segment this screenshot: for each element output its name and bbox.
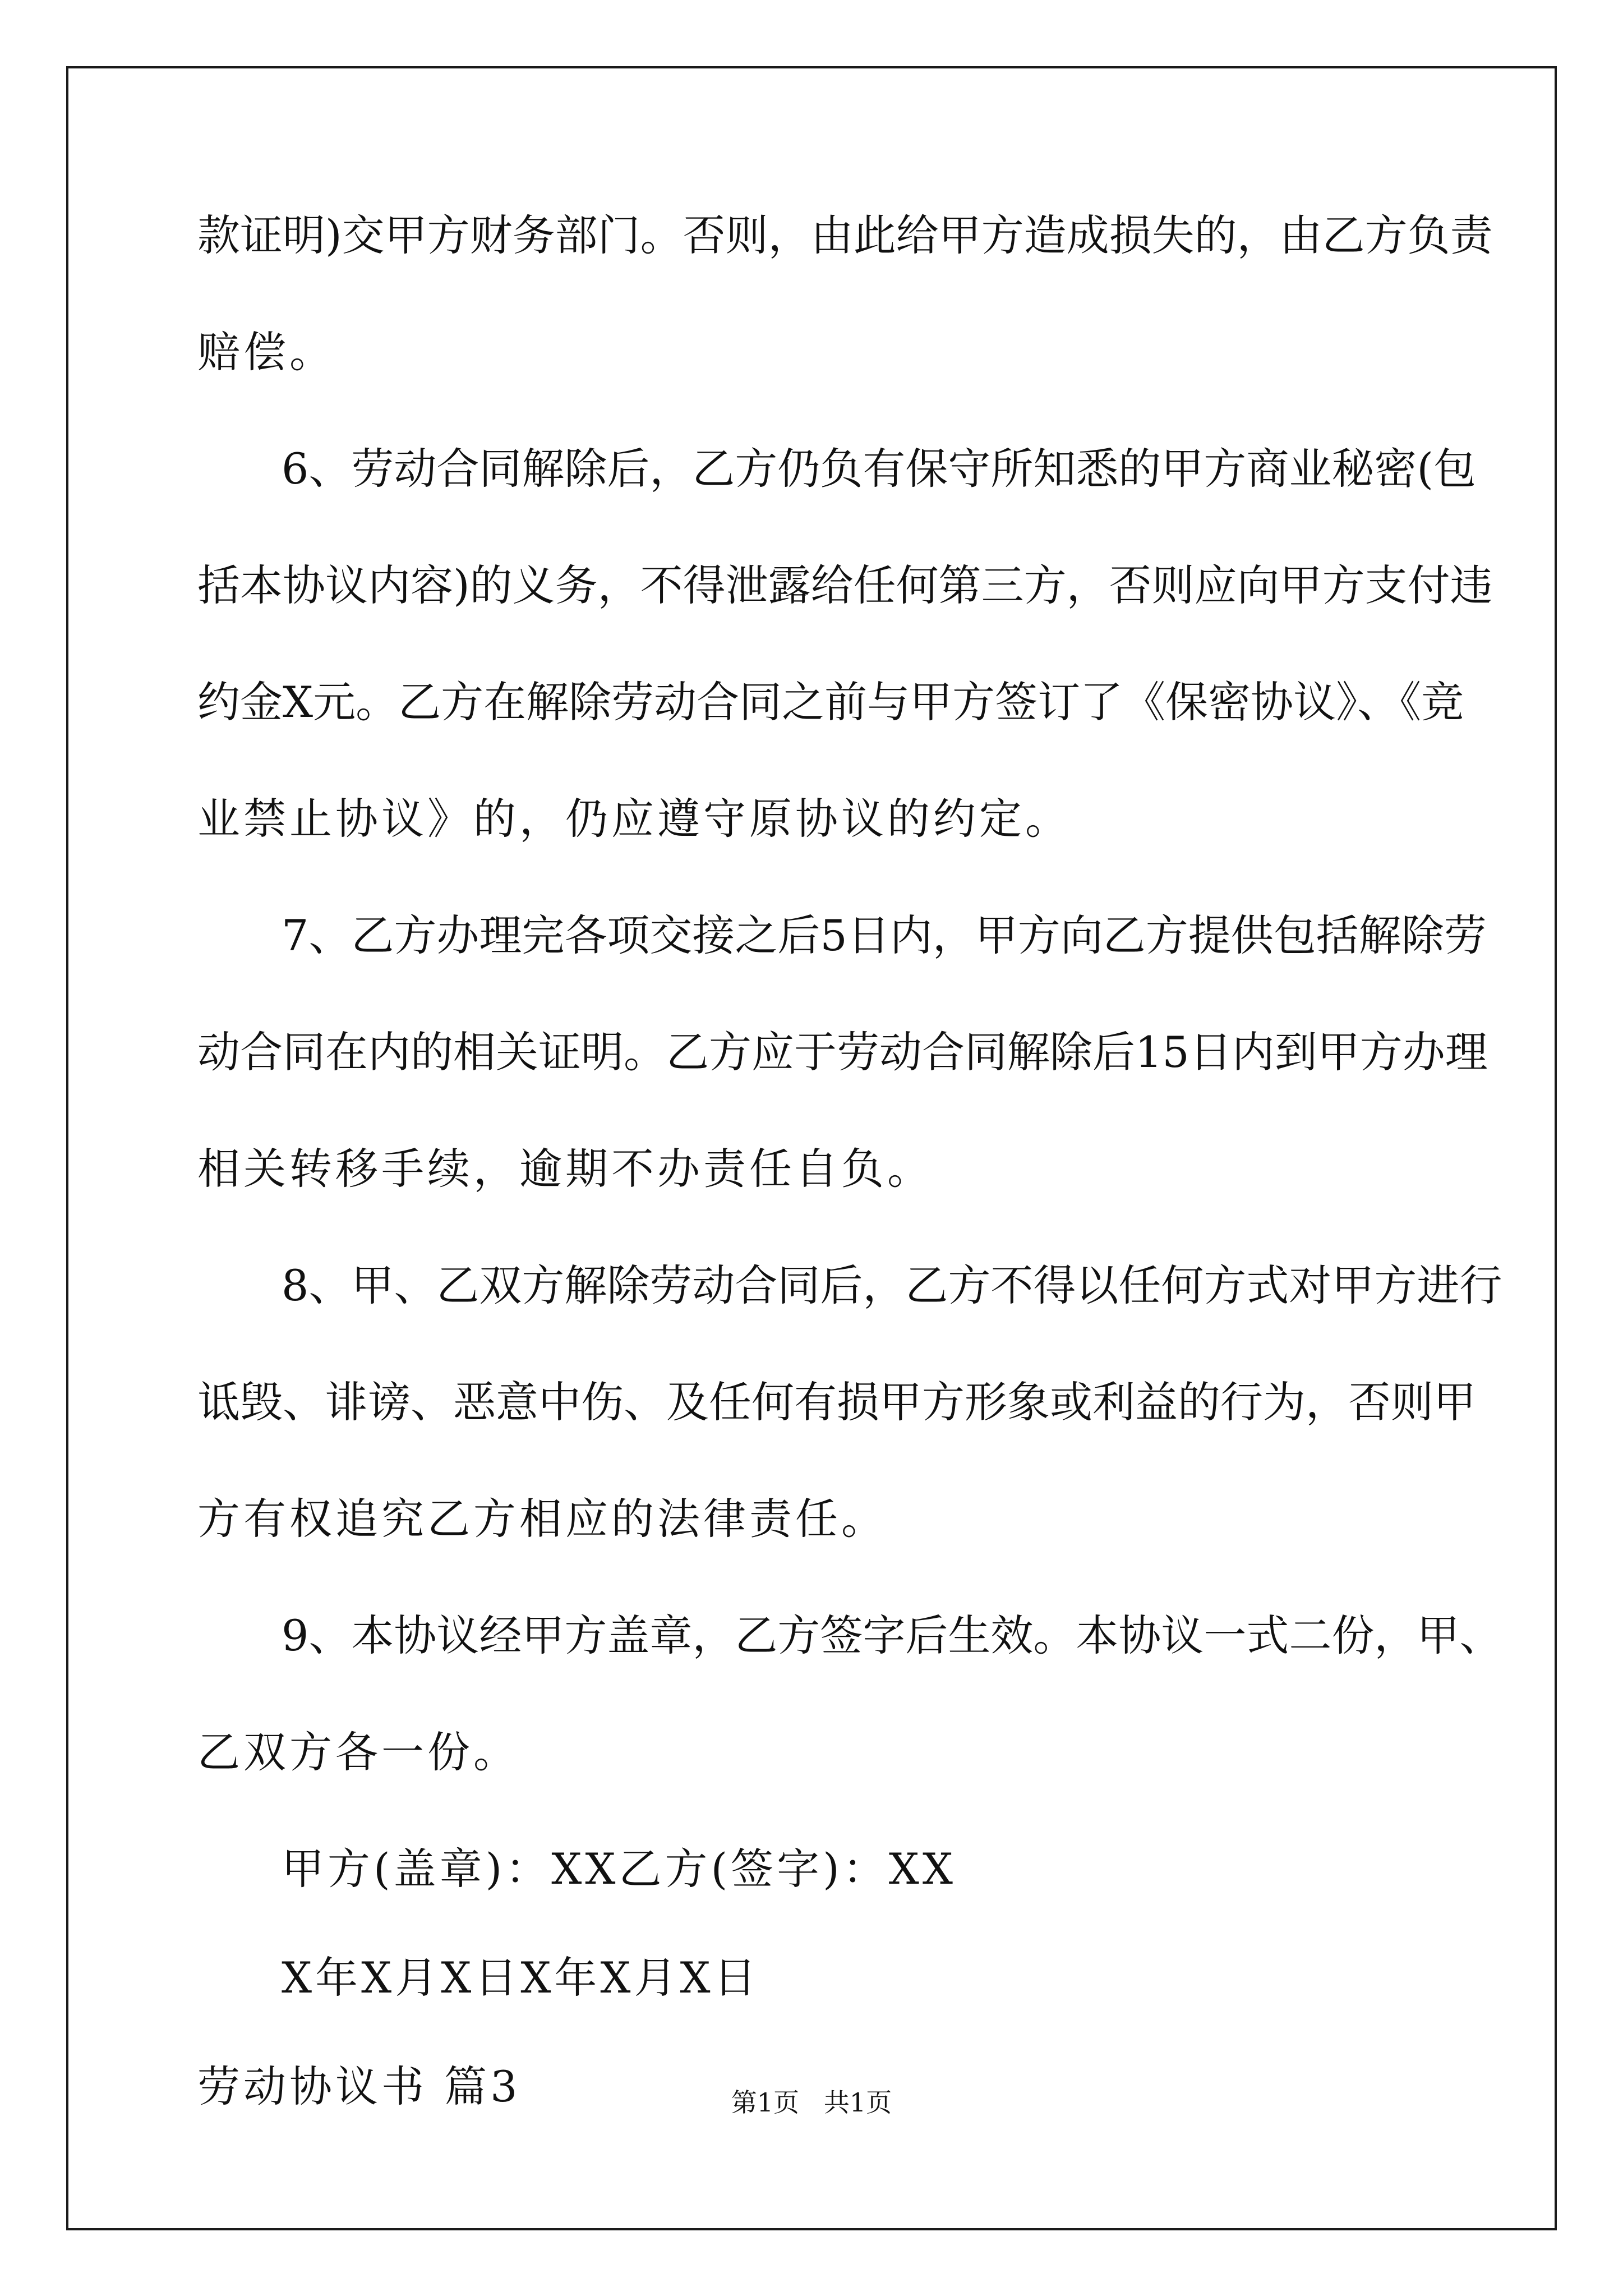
clause-8-line-2: 诋毁、诽谤、恶意中伤、及任何有损甲方形象或利益的行为，否则甲 <box>197 1377 1476 1427</box>
clause-7-line-2: 动合同在内的相关证明。乙方应于劳动合同解除后15日内到甲方办理 <box>197 1027 1488 1077</box>
clause-6-line-1: 6、劳动合同解除后，乙方仍负有保守所知悉的甲方商业秘密(包 <box>282 444 1477 494</box>
text-line-2: 赔偿。 <box>197 327 335 377</box>
clause-9-line-1: 9、本协议经甲方盖章，乙方签字后生效。本协议一式二份，甲、 <box>282 1611 1502 1660</box>
clause-7-line-3: 相关转移手续，逾期不办责任自负。 <box>197 1144 933 1194</box>
clause-6-line-4: 业禁止协议》的，仍应遵守原协议的约定。 <box>197 794 1071 844</box>
clause-6-line-2: 括本协议内容)的义务，不得泄露给任何第三方，否则应向甲方支付违 <box>197 560 1493 610</box>
clause-8-line-1: 8、甲、乙双方解除劳动合同后，乙方不得以任何方式对甲方进行 <box>282 1260 1502 1310</box>
signature-parties-line: 甲方(盖章)：XX乙方(签字)：XX <box>282 1844 957 1894</box>
clause-6-line-3: 约金X元。乙方在解除劳动合同之前与甲方签订了《保密协议》、《竞 <box>197 677 1464 727</box>
clause-7-line-1: 7、乙方办理完各项交接之后5日内，甲方向乙方提供包括解除劳 <box>282 910 1487 960</box>
page-footer <box>0 2086 1623 2119</box>
clause-9-line-2: 乙双方各一份。 <box>197 1727 519 1777</box>
clause-8-line-3: 方有权追究乙方相应的法律责任。 <box>197 1494 887 1544</box>
page-number: 第1页 共1页 <box>731 2087 892 2118</box>
section-heading: 劳动协议书 篇3 <box>197 2062 521 2111</box>
signature-dates-line: X年X月X日X年X月X日 <box>282 1953 760 2003</box>
text-line-1: 款证明)交甲方财务部门。否则，由此给甲方造成损失的，由乙方负责 <box>197 210 1493 260</box>
